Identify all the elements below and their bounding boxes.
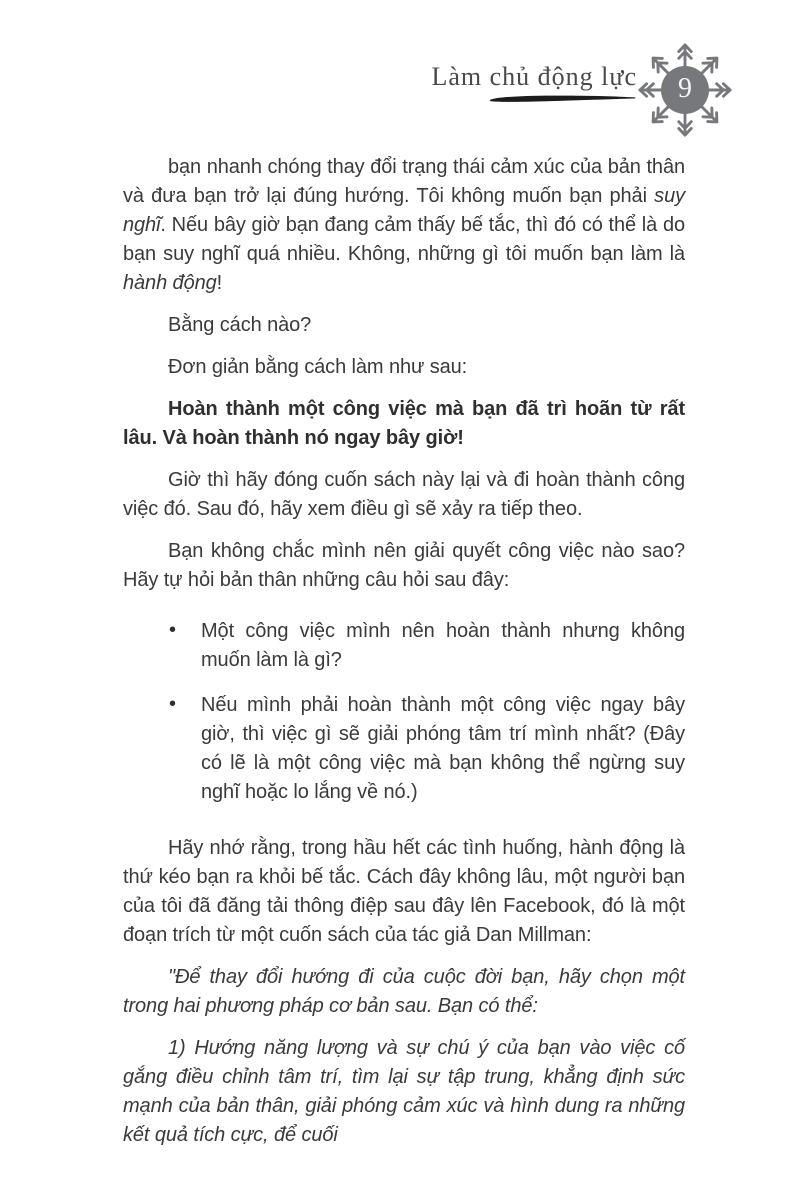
italic-run: suy nghĩ bbox=[123, 185, 685, 236]
italic-run: hành động bbox=[123, 272, 217, 294]
text-run: ! bbox=[216, 272, 223, 294]
bullet-icon: • bbox=[169, 619, 176, 641]
list-item bbox=[169, 691, 685, 807]
paragraph-intro bbox=[123, 153, 685, 298]
brush-underline-stroke bbox=[489, 94, 637, 104]
running-head-wrap bbox=[431, 62, 637, 104]
page-number: 9 bbox=[678, 72, 692, 104]
page-header bbox=[0, 42, 805, 142]
list-item bbox=[169, 617, 685, 675]
text-run: . Nếu bây giờ bạn đang cảm thấy bế tắc, thì đó có thể là do bạn suy nghĩ quá nhiều. Không, những gì tôi muốn bạn làm là bbox=[123, 214, 685, 265]
list-item-text: Nếu mình phải hoàn thành một công việc ngay bây giờ, thì việc gì sẽ giải phóng tâm trí mình nhất? (Đây có lẽ là một công việc mà bạn không thể ngừng suy nghĩ hoặc lo lắng về nó.) bbox=[201, 694, 685, 803]
paragraph-quote-option1: 1) Hướng năng lượng và sự chú ý của bạn vào việc cố gắng điều chỉnh tâm trí, tìm lại sự tập trung, khẳng định sức mạnh của bản thân, giải phóng cảm xúc và hình dung ra những kết quả tích cực, để cuối bbox=[123, 1037, 685, 1146]
paragraph-not-sure: Bạn không chắc mình nên giải quyết công việc nào sao? Hãy tự hỏi bản thân những câu hỏi sau đây: bbox=[123, 540, 685, 591]
paragraph-question: Bằng cách nào? bbox=[168, 314, 312, 336]
page-body bbox=[123, 153, 685, 1163]
paragraph-key-instruction: Hoàn thành một công việc mà bạn đã trì hoãn từ rất lâu. Và hoàn thành nó ngay bây giờ! bbox=[123, 398, 685, 449]
question-list bbox=[123, 617, 685, 807]
paragraph-close-book: Giờ thì hãy đóng cuốn sách này lại và đi hoàn thành công việc đó. Sau đó, hãy xem điều gì sẽ xảy ra tiếp theo. bbox=[123, 469, 685, 520]
running-head-title: Làm chủ động lực bbox=[431, 62, 637, 91]
text-run: bạn nhanh chóng thay đổi trạng thái cảm xúc của bản thân và đưa bạn trở lại đúng hướng. Tôi không muốn bạn phải bbox=[123, 156, 685, 207]
paragraph-quote-lead: "Để thay đổi hướng đi của cuộc đời bạn, hãy chọn một trong hai phương pháp cơ bản sau. Bạn có thể: bbox=[123, 966, 685, 1017]
bullet-icon: • bbox=[169, 693, 176, 715]
paragraph-answer-lead: Đơn giản bằng cách làm như sau: bbox=[168, 356, 468, 378]
paragraph-remember: Hãy nhớ rằng, trong hầu hết các tình huống, hành động là thứ kéo bạn ra khỏi bế tắc. Cách đây không lâu, một người bạn của tôi đã đăng tải thông điệp sau đây lên Facebook, đó là một đoạn trích từ một cuốn sách của tác giả Dan Millman: bbox=[123, 837, 685, 946]
page-number-badge bbox=[637, 42, 733, 138]
list-item-text: Một công việc mình nên hoàn thành nhưng không muốn làm là gì? bbox=[201, 620, 685, 671]
